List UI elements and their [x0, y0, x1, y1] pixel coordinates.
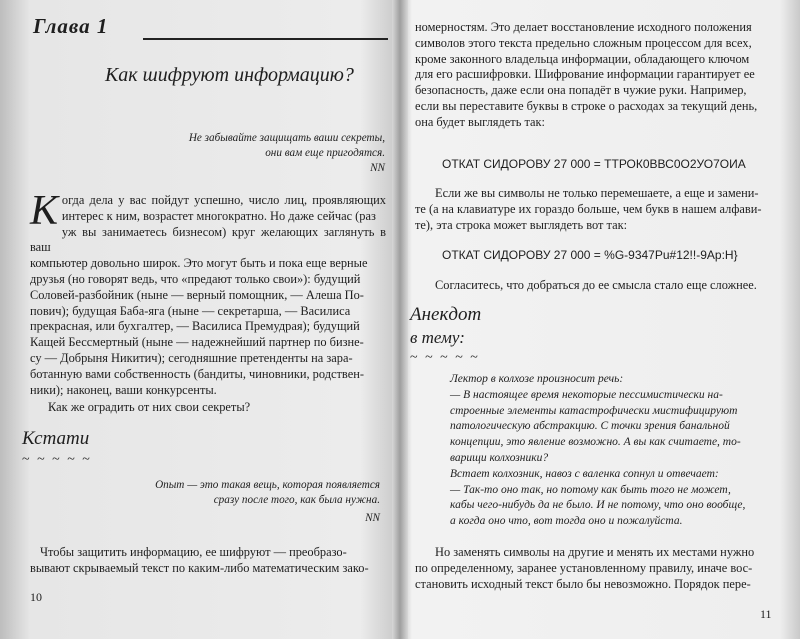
- text-line: — В настоящее время некоторые пессимистически на-: [450, 388, 723, 401]
- text-line: Чтобы защитить информацию, ее шифруют — преобразо-: [40, 545, 347, 559]
- epigraph-1: [130, 131, 385, 176]
- text-line: по определенному, заранее установленному правилу, иначе вос-: [415, 560, 753, 575]
- text-line: те (а на клавиатуре их гораздо больше, чем букв в нашем алфави-: [415, 201, 762, 216]
- epigraph-1-line: Не забывайте защищать ваши секреты,: [188, 132, 385, 144]
- text-line: строенные элементы катастрофически мистифицируют: [450, 404, 738, 417]
- text-line: патологическую абстракцию. С точки зрения банальной: [450, 420, 730, 433]
- text-line: становить исходный текст было бы невозможно. Порядок пере-: [415, 576, 751, 591]
- text-line: друзья (но говорят ведь, что «предают только свои»): будущий: [30, 271, 361, 286]
- text-line: кабы чего-нибудь да не было. И не потому, что оно вообще,: [450, 499, 746, 512]
- text-line: ники); наконец, ваши конкурсенты.: [30, 382, 217, 397]
- tilde-divider: ~ ~ ~ ~ ~: [410, 350, 480, 365]
- epigraph-2-author: NN: [365, 512, 380, 524]
- drop-cap: К: [30, 188, 58, 234]
- section-heading: Как шифруют информацию?: [105, 64, 354, 86]
- chapter-title: Глава 1: [33, 14, 109, 38]
- text-line: уж вы занимаетесь бизнесом) круг желающих заглянуть в ваш: [30, 224, 386, 255]
- text-line: концепции, это явление возможно. А вы как считаете, то-: [450, 436, 741, 449]
- left-page: [0, 0, 395, 639]
- text-line: пович); будущая Баба-яга (ныне — секретарша, — Василиса: [30, 303, 351, 318]
- text-line: Кащей Бессмертный (ныне — надежнейший партнер по бизне-: [30, 335, 364, 350]
- text-line: те), эта строка может выглядеть вот так:: [415, 217, 628, 232]
- right-paragraph-1: [415, 20, 787, 131]
- text-line: Встает колхозник, навоз с валенка сопнул и отвечает:: [450, 467, 719, 480]
- text-line: варищи колхозники?: [450, 451, 549, 464]
- text-line: кроме законного владельца информации, обладающего ключом: [415, 51, 750, 66]
- right-paragraph-4: [415, 545, 787, 592]
- text-line: она будет выглядеть так:: [415, 114, 545, 129]
- text-line: номерностям. Это делает восстановление исходного положения: [415, 20, 752, 34]
- right-paragraph-3: Согласитесь, что добраться до ее смысла стало еще сложнее.: [435, 278, 757, 292]
- formula-permutation: ОТКАТ СИДОРОВУ 27 000 = ТТРОК0ВВС0О2УО7ОИА: [442, 157, 746, 171]
- right-paragraph-2: [415, 186, 787, 233]
- epigraph-1-author: NN: [370, 162, 385, 174]
- formula-substitution: ОТКАТ СИДОРОВУ 27 000 = %G-9347Pu#12!!-9Ap:H}: [442, 248, 738, 262]
- text-line: для его расшифровки. Шифрование информации гарантирует ее: [415, 67, 755, 82]
- text-line: су — Добрыня Никитич); сегодняшние претенденты на зара-: [30, 350, 353, 365]
- anecdote-text: [450, 372, 780, 530]
- text-line: Если же вы символы не только перемешаете, а еще и замени-: [435, 186, 759, 200]
- sidebar-heading: Кстати: [22, 428, 90, 449]
- epigraph-2: [80, 478, 380, 526]
- paragraph-2: Как же оградить от них свои секреты?: [48, 400, 251, 414]
- page-number-left: 10: [30, 590, 42, 604]
- text-line: вывают скрываемый текст по каким-либо математическим зако-: [30, 560, 369, 575]
- tilde-divider: ~ ~ ~ ~ ~: [22, 452, 92, 467]
- right-page: [405, 0, 800, 639]
- text-line: Соловей-разбойник (ныне — верный помощник, — Алеша По-: [30, 287, 364, 302]
- anecdote-heading: Анекдот: [410, 304, 482, 325]
- page-number-right: 11: [760, 607, 772, 621]
- epigraph-1-line: они вам еще пригодятся.: [265, 147, 385, 159]
- text-line: — Так-то оно так, но потому как быть того не может,: [450, 483, 731, 496]
- text-line: символов этого текста предельно сложным процессом для всех,: [415, 35, 752, 50]
- text-line: ботанную вами собственность (бандиты, чиновники, родствен-: [30, 366, 364, 381]
- text-line: безопасность, даже если она попадёт в чужие руки. Например,: [415, 83, 747, 98]
- anecdote-subheading: в тему:: [410, 328, 465, 347]
- text-line: интерес к ним, возрастет многократно. Но даже сейчас (раз: [61, 208, 376, 223]
- text-line: если вы переставите буквы в строке о расходах за текущий день,: [415, 98, 758, 113]
- paragraph-3: [30, 545, 386, 577]
- chapter-header: [33, 14, 388, 44]
- text-line: огда дела у вас пойдут успешно, число лиц, проявляющих: [61, 193, 386, 207]
- chapter-rule: [143, 38, 388, 40]
- epigraph-2-line: сразу после того, как была нужна.: [213, 494, 380, 506]
- text-line: прекрасная, или бухгалтер, — Василиса Премудрая); будущий: [30, 319, 360, 334]
- text-line: а когда оно что, вот тогда оно и пожалуйста.: [450, 515, 683, 528]
- text-line: Лектор в колхозе произносит речь:: [450, 373, 624, 385]
- epigraph-2-line: Опыт — это такая вещь, которая появляется: [155, 479, 380, 491]
- paragraph-1: [30, 188, 386, 398]
- text-line: Но заменять символы на другие и менять их местами нужно: [435, 545, 755, 559]
- text-line: компьютер довольно широк. Это могут быть и пока еще верные: [30, 256, 368, 271]
